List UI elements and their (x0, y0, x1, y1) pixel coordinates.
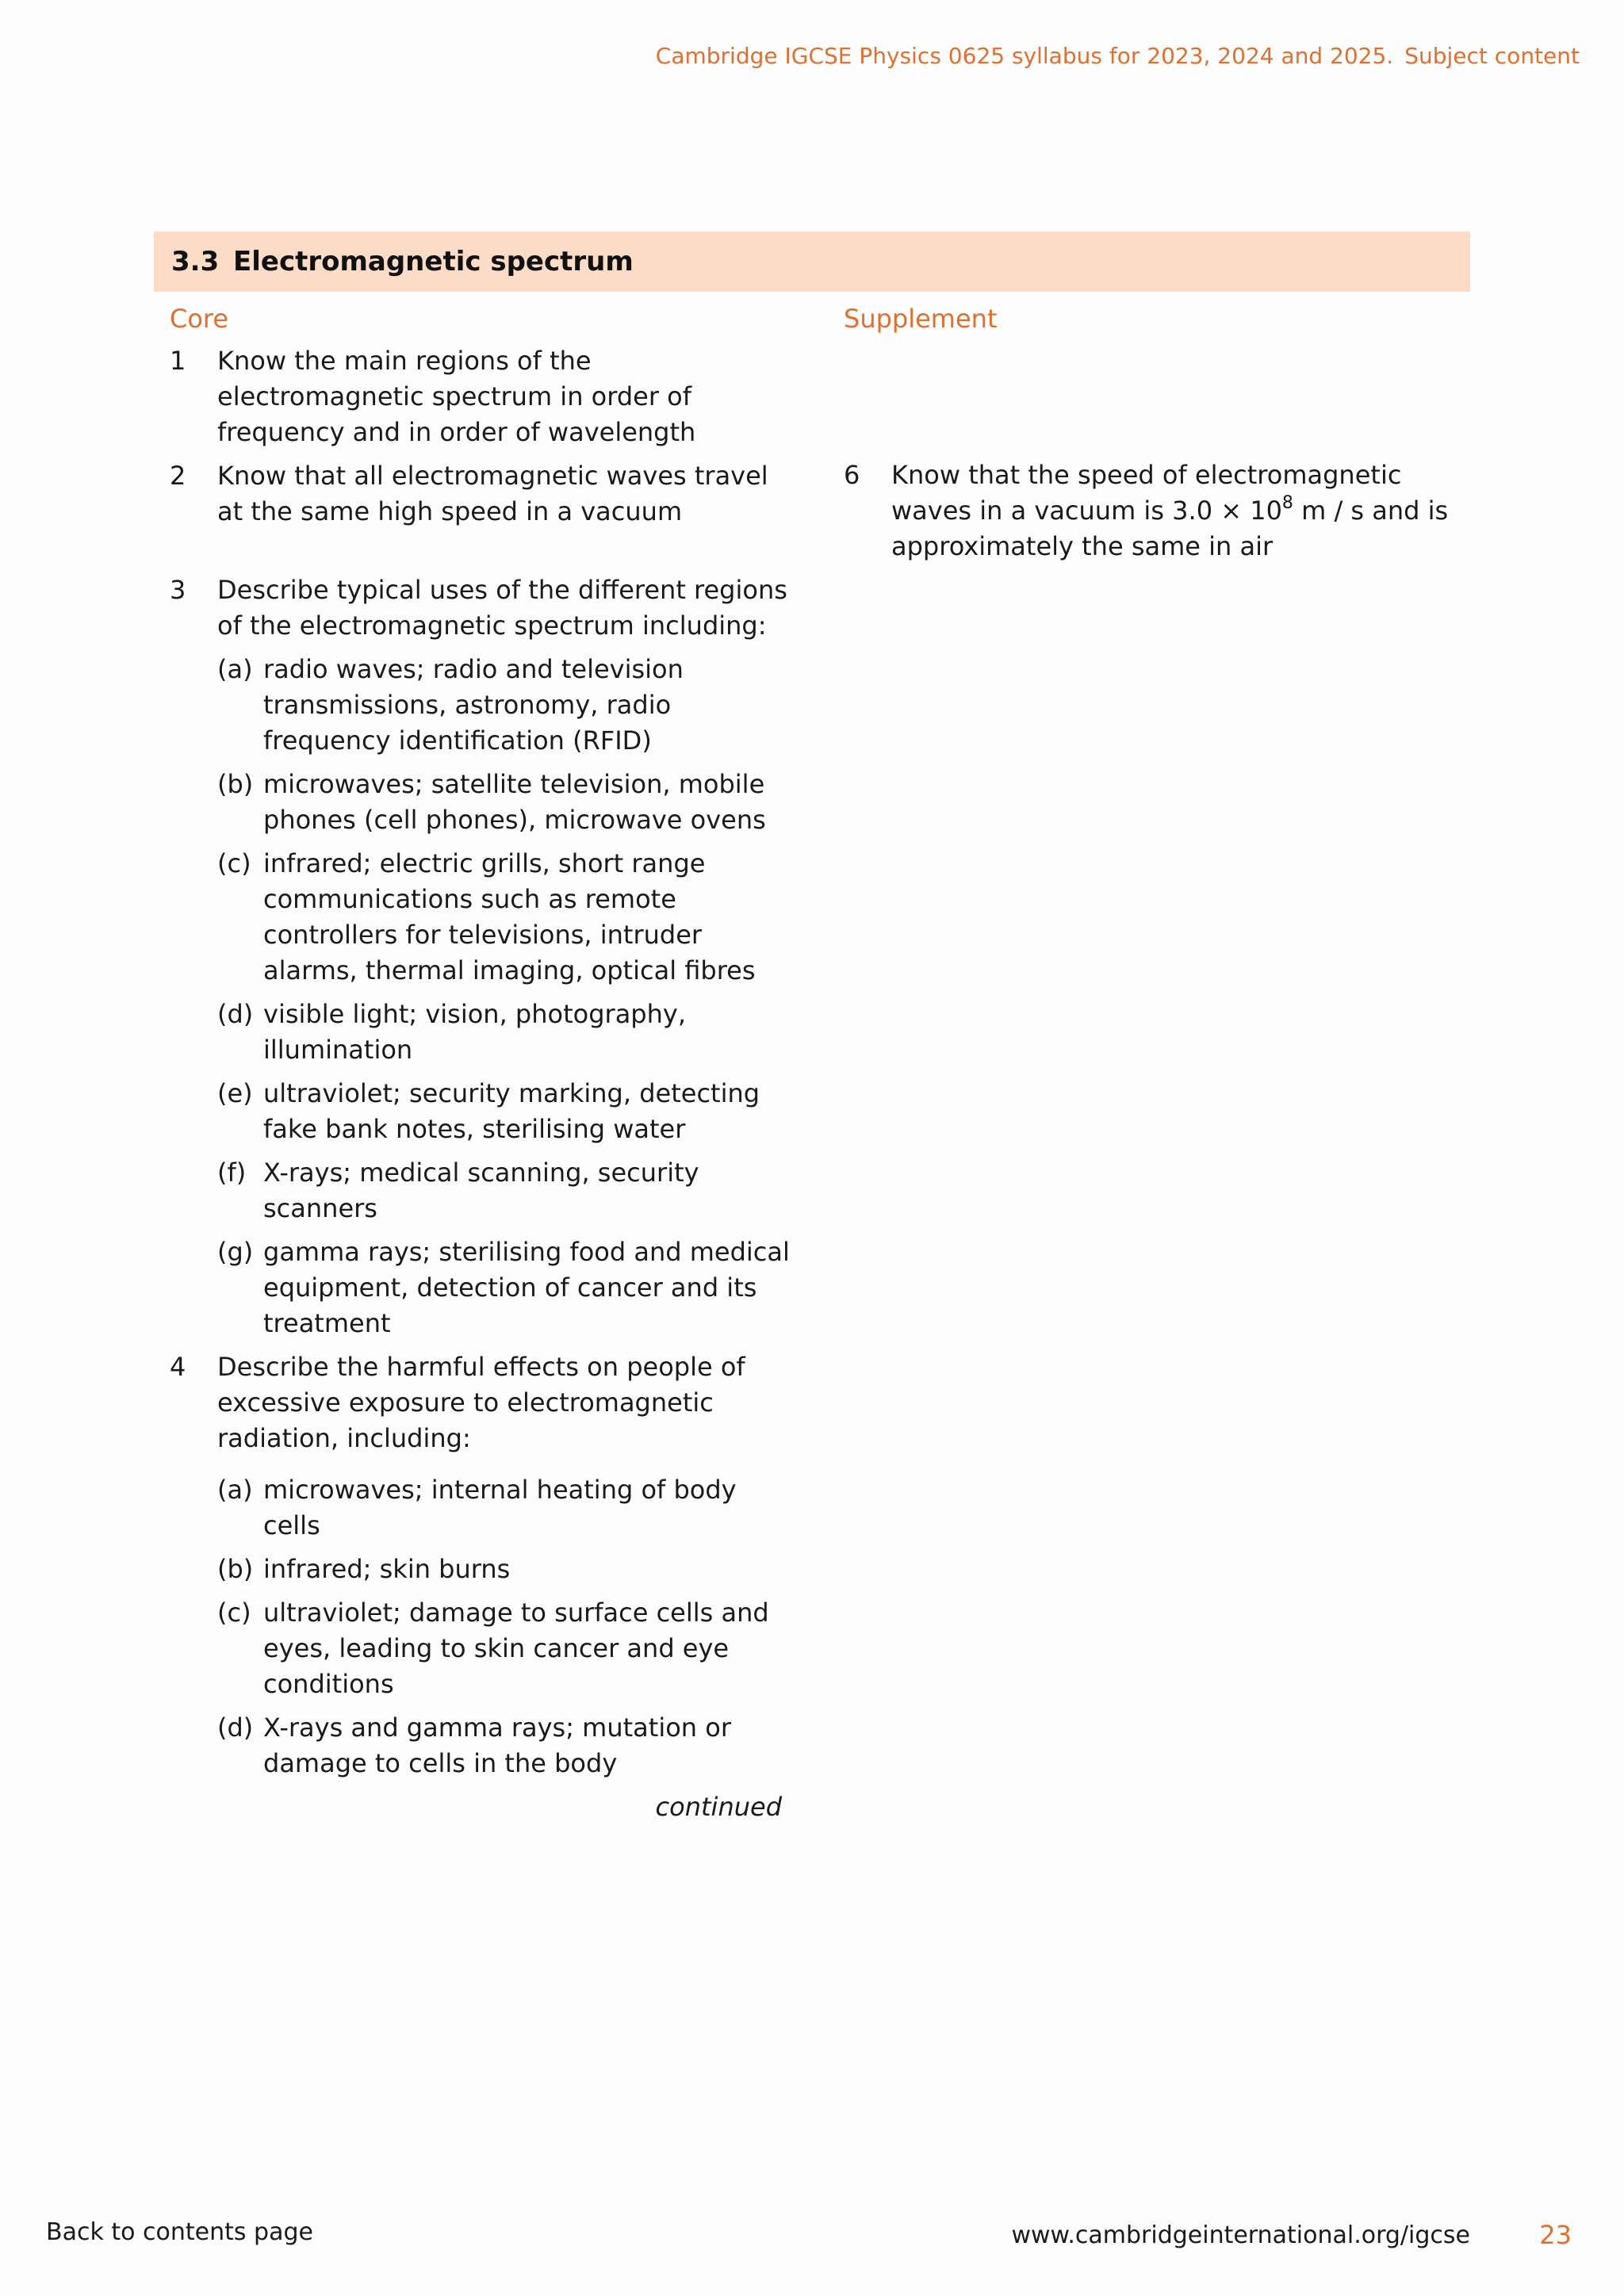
sub-text: radio waves; radio and television transmissions, astronomy, radio frequency identification (RFID) (263, 654, 684, 756)
core-item-3a (217, 652, 796, 759)
core-item-4d (217, 1710, 796, 1781)
running-header (656, 43, 1580, 69)
core-item-3e (217, 1076, 796, 1147)
supplement-column (844, 301, 1470, 564)
item-text: Describe the harmful effects on people of excessive exposure to electromagnetic radiation, including: (217, 1352, 745, 1453)
core-item-4c (217, 1595, 796, 1702)
section-title: Electromagnetic spectrum (233, 246, 634, 277)
sub-text: X-rays and gamma rays; mutation or damage to cells in the body (263, 1712, 731, 1778)
sub-text: microwaves; internal heating of body cells (263, 1475, 737, 1540)
supplement-heading: Supplement (844, 304, 998, 334)
item-text (891, 457, 1470, 564)
sub-text: ultraviolet; damage to surface cells and eyes, leading to skin cancer and eye conditions (263, 1598, 769, 1699)
item-text: Describe typical uses of the different regions of the electromagnetic spectrum including: (217, 575, 787, 641)
core-item-3g (217, 1234, 796, 1341)
sub-label: (d) (217, 1712, 254, 1743)
item-text: Know the main regions of the electromagnetic spectrum in order of frequency and in order of wavelength (217, 346, 696, 447)
sub-label: (g) (217, 1237, 254, 1267)
page-number: 23 (1539, 2220, 1572, 2250)
section-heading-bar (154, 232, 1470, 292)
core-heading: Core (170, 304, 229, 334)
core-item-3d (217, 997, 796, 1068)
item-number: 2 (170, 461, 186, 491)
sub-label: (a) (217, 1475, 253, 1505)
core-item-1 (170, 343, 796, 450)
sub-label: (f) (217, 1158, 247, 1188)
item-number: 1 (170, 346, 186, 376)
sub-label: (b) (217, 769, 254, 799)
core-item-3b (217, 767, 796, 838)
sub-text: visible light; vision, photography, illumination (263, 999, 686, 1065)
item-number: 3 (170, 575, 186, 605)
section-number: 3.3 (171, 246, 220, 277)
sub-text: microwaves; satellite television, mobile phones (cell phones), microwave ovens (263, 769, 766, 835)
sub-text: infrared; electric grills, short range communications such as remote controllers for televisions, intruder alarms, thermal imaging, optical fibres (263, 848, 756, 985)
sub-label: (d) (217, 999, 254, 1029)
core-item-3 (170, 572, 796, 644)
header-section: Subject content (1404, 43, 1580, 69)
item-text: Know that all electromagnetic waves travel at the same high speed in a vacuum (217, 461, 768, 526)
sub-label: (c) (217, 1598, 251, 1628)
core-item-4b (217, 1552, 796, 1587)
exponent: 8 (1281, 493, 1293, 514)
core-item-3c (217, 846, 796, 989)
sub-text: X-rays; medical scanning, security scanners (263, 1158, 699, 1223)
sub-text: gamma rays; sterilising food and medical equipment, detection of cancer and its treatment (263, 1237, 790, 1338)
core-item-4a (217, 1472, 796, 1544)
core-item-3f (217, 1155, 796, 1226)
item-text-after: m / s and is approximately the same in air (891, 496, 1449, 561)
header-title: Cambridge IGCSE Physics 0625 syllabus for 2023, 2024 and 2025. (655, 43, 1394, 69)
back-to-contents-link[interactable]: Back to contents page (46, 2218, 313, 2246)
supplement-item-6 (844, 457, 1470, 564)
core-item-2 (170, 458, 796, 530)
sub-label: (a) (217, 654, 253, 684)
item-number: 6 (844, 460, 860, 490)
website-url[interactable]: www.cambridgeinternational.org/igcse (1011, 2221, 1470, 2249)
sub-text: infrared; skin burns (263, 1554, 511, 1584)
item-text-before: Know that the speed of electromagnetic waves in a vacuum is 3.0 × 10 (891, 460, 1402, 526)
sub-label: (e) (217, 1078, 253, 1108)
sub-text: ultraviolet; security marking, detecting fake bank notes, sterilising water (263, 1078, 760, 1144)
item-number: 4 (170, 1352, 186, 1382)
core-column (170, 301, 796, 1825)
continued-note: continued (655, 1792, 782, 1822)
core-item-4 (170, 1349, 796, 1456)
sub-label: (b) (217, 1554, 254, 1584)
sub-label: (c) (217, 848, 251, 878)
